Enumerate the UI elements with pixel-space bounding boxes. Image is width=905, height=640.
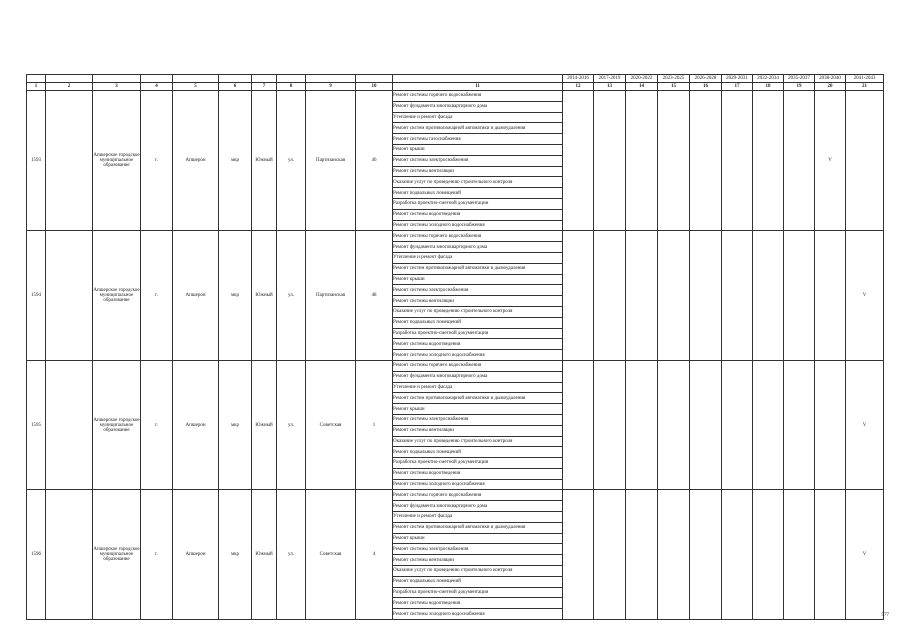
district-cell: Южный: [252, 231, 277, 361]
period-header-cell: 2023-2025: [658, 75, 690, 83]
capital-repair-table: [26, 74, 884, 620]
page-number: 577: [881, 613, 889, 618]
period-cell: [658, 91, 690, 231]
period-header-cell: 2035-2037: [784, 75, 815, 83]
locality-type-cell: г.: [141, 490, 173, 620]
period-cell: [815, 490, 846, 620]
period-cell: [626, 360, 658, 490]
empty-cell: [46, 490, 93, 620]
work-type-cell: Ремонт фундамента многоквартирного дома: [393, 242, 563, 253]
column-number-cell: 6: [219, 83, 252, 91]
locality-type-cell: г.: [141, 360, 173, 490]
header-blank-cell: [93, 75, 141, 83]
district-cell: Южный: [252, 360, 277, 490]
work-type-cell: Ремонт систем противопожарной автоматики и дымоудаления: [393, 393, 563, 404]
period-mark-cell: V: [846, 360, 884, 490]
period-cell: [594, 91, 626, 231]
district-type-cell: мкр: [219, 91, 252, 231]
house-number-cell: 46: [356, 91, 393, 231]
work-type-cell: Оказание услуг по проведению строительного контроля: [393, 436, 563, 447]
header-blank-cell: [393, 75, 563, 83]
header-blank-cell: [277, 75, 306, 83]
street-cell: Советская: [306, 490, 356, 620]
column-number-cell: 20: [815, 83, 846, 91]
period-cell: [784, 490, 815, 620]
street-type-cell: ул.: [277, 490, 306, 620]
work-type-cell: Разработка проектно-сметной документации: [393, 587, 563, 598]
work-type-cell: Разработка проектно-сметной документации: [393, 458, 563, 469]
work-type-cell: Ремонт системы горячего водоснабжения: [393, 360, 563, 371]
work-type-cell: Ремонт системы вентиляции: [393, 425, 563, 436]
period-cell: [626, 231, 658, 361]
period-cell: [753, 490, 784, 620]
work-type-cell: Утепление и ремонт фасада: [393, 252, 563, 263]
work-type-cell: Ремонт системы водоотведения: [393, 339, 563, 350]
column-number-cell: 13: [594, 83, 626, 91]
street-type-cell: ул.: [277, 91, 306, 231]
period-cell: [690, 360, 722, 490]
header-blank-cell: [252, 75, 277, 83]
period-cell: [594, 360, 626, 490]
period-mark-cell: V: [815, 91, 846, 231]
work-type-cell: Ремонт системы электроснабжения: [393, 544, 563, 555]
work-type-cell: Ремонт системы вентиляции: [393, 296, 563, 307]
work-type-cell: Ремонт системы электроснабжения: [393, 414, 563, 425]
table-body: [27, 75, 884, 620]
period-cell: [594, 490, 626, 620]
table-row: [27, 360, 884, 371]
column-number-cell: 11: [393, 83, 563, 91]
period-cell: [753, 231, 784, 361]
work-type-cell: Ремонт системы горячего водоснабжения: [393, 490, 563, 501]
period-cell: [594, 231, 626, 361]
period-cell: [815, 231, 846, 361]
work-type-cell: Оказание услуг по проведению строительного контроля: [393, 177, 563, 188]
header-blank-cell: [219, 75, 252, 83]
work-type-cell: Ремонт системы водоотведения: [393, 598, 563, 609]
work-type-cell: Утепление и ремонт фасада: [393, 112, 563, 123]
locality-cell: Апшерон: [173, 360, 219, 490]
record-number-cell: 1596: [27, 490, 46, 620]
column-number-cell: 4: [141, 83, 173, 91]
work-type-cell: Ремонт систем противопожарной автоматики и дымоудаления: [393, 263, 563, 274]
period-cell: [846, 91, 884, 231]
period-cell: [784, 91, 815, 231]
column-number-cell: 3: [93, 83, 141, 91]
period-cell: [563, 91, 594, 231]
column-number-cell: 14: [626, 83, 658, 91]
period-cell: [690, 91, 722, 231]
period-header-row: [27, 75, 884, 83]
period-cell: [563, 360, 594, 490]
column-number-cell: 9: [306, 83, 356, 91]
work-type-cell: Оказание услуг по проведению строительного контроля: [393, 566, 563, 577]
district-type-cell: мкр: [219, 231, 252, 361]
municipality-cell: Апшерское городское муниципальное образование: [93, 231, 141, 361]
period-header-cell: 2041-2043: [846, 75, 884, 83]
work-type-cell: Ремонт системы холодного водоснабжения: [393, 350, 563, 361]
work-type-cell: Ремонт фундамента многоквартирного дома: [393, 101, 563, 112]
empty-cell: [46, 231, 93, 361]
work-type-cell: Ремонт подвальных помещений: [393, 447, 563, 458]
district-cell: Южный: [252, 490, 277, 620]
street-type-cell: ул.: [277, 360, 306, 490]
work-type-cell: Ремонт системы вентиляции: [393, 555, 563, 566]
locality-cell: Апшерон: [173, 231, 219, 361]
work-type-cell: Ремонт крыши: [393, 144, 563, 155]
work-type-cell: Ремонт системы горячего водоснабжения: [393, 231, 563, 242]
column-number-cell: 18: [753, 83, 784, 91]
period-cell: [722, 360, 753, 490]
locality-type-cell: г.: [141, 231, 173, 361]
district-cell: Южный: [252, 91, 277, 231]
table-row: [27, 231, 884, 242]
municipality-cell: Апшерское городское муниципальное образование: [93, 490, 141, 620]
period-cell: [753, 91, 784, 231]
period-header-cell: 2014-2016: [563, 75, 594, 83]
work-type-cell: Ремонт системы водоотведения: [393, 468, 563, 479]
work-type-cell: Ремонт систем противопожарной автоматики и дымоудаления: [393, 522, 563, 533]
work-type-cell: Ремонт фундамента многоквартирного дома: [393, 501, 563, 512]
column-number-cell: 16: [690, 83, 722, 91]
period-header-cell: 2017-2019: [594, 75, 626, 83]
period-cell: [626, 91, 658, 231]
column-number-cell: 15: [658, 83, 690, 91]
table-row: [27, 490, 884, 501]
work-type-cell: Ремонт крыши: [393, 274, 563, 285]
header-blank-cell: [173, 75, 219, 83]
header-blank-cell: [27, 75, 46, 83]
column-number-cell: 17: [722, 83, 753, 91]
municipality-cell: Апшерское городское муниципальное образование: [93, 360, 141, 490]
street-cell: Советская: [306, 360, 356, 490]
work-type-cell: Оказание услуг по проведению строительного контроля: [393, 306, 563, 317]
house-number-cell: 48: [356, 231, 393, 361]
period-cell: [658, 360, 690, 490]
column-number-row: [27, 83, 884, 91]
column-number-cell: 10: [356, 83, 393, 91]
column-number-cell: 19: [784, 83, 815, 91]
period-mark-cell: V: [846, 490, 884, 620]
district-type-cell: мкр: [219, 490, 252, 620]
table-row: [27, 91, 884, 102]
work-type-cell: Ремонт крыши: [393, 404, 563, 415]
locality-cell: Апшерон: [173, 490, 219, 620]
work-type-cell: Ремонт системы электроснабжения: [393, 155, 563, 166]
locality-type-cell: г.: [141, 91, 173, 231]
header-blank-cell: [141, 75, 173, 83]
work-type-cell: Ремонт фундамента многоквартирного дома: [393, 371, 563, 382]
period-cell: [563, 231, 594, 361]
header-blank-cell: [306, 75, 356, 83]
column-number-cell: 7: [252, 83, 277, 91]
period-cell: [722, 490, 753, 620]
work-type-cell: Ремонт системы водоотведения: [393, 209, 563, 220]
municipality-cell: Апшерское городское муниципальное образование: [93, 91, 141, 231]
header-blank-cell: [46, 75, 93, 83]
column-number-cell: 12: [563, 83, 594, 91]
work-type-cell: Ремонт крыши: [393, 533, 563, 544]
column-number-cell: 5: [173, 83, 219, 91]
work-type-cell: Ремонт системы холодного водоснабжения: [393, 479, 563, 490]
period-cell: [563, 490, 594, 620]
period-cell: [784, 231, 815, 361]
period-header-cell: 2038-2040: [815, 75, 846, 83]
house-number-cell: 1: [356, 360, 393, 490]
record-number-cell: 1595: [27, 360, 46, 490]
house-number-cell: 4: [356, 490, 393, 620]
street-cell: Партизанская: [306, 91, 356, 231]
work-type-cell: Ремонт системы горячего водоснабжения: [393, 91, 563, 102]
work-type-cell: Разработка проектно-сметной документации: [393, 328, 563, 339]
record-number-cell: 1594: [27, 231, 46, 361]
work-type-cell: Ремонт системы газоснабжения: [393, 134, 563, 145]
period-cell: [690, 231, 722, 361]
street-type-cell: ул.: [277, 231, 306, 361]
work-type-cell: Ремонт системы вентиляции: [393, 166, 563, 177]
column-number-cell: 1: [27, 83, 46, 91]
period-header-cell: 2029-2031: [722, 75, 753, 83]
column-number-cell: 21: [846, 83, 884, 91]
column-number-cell: 8: [277, 83, 306, 91]
period-cell: [690, 490, 722, 620]
work-type-cell: Разработка проектно-сметной документации: [393, 198, 563, 209]
period-cell: [784, 360, 815, 490]
period-cell: [658, 490, 690, 620]
work-type-cell: Утепление и ремонт фасада: [393, 382, 563, 393]
period-cell: [753, 360, 784, 490]
period-header-cell: 2032-2034: [753, 75, 784, 83]
work-type-cell: Утепление и ремонт фасада: [393, 512, 563, 523]
work-type-cell: Ремонт подвальных помещений: [393, 576, 563, 587]
period-cell: [658, 231, 690, 361]
header-blank-cell: [356, 75, 393, 83]
district-type-cell: мкр: [219, 360, 252, 490]
locality-cell: Апшерон: [173, 91, 219, 231]
period-header-cell: 2020-2022: [626, 75, 658, 83]
empty-cell: [46, 360, 93, 490]
period-header-cell: 2026-2028: [690, 75, 722, 83]
work-type-cell: Ремонт подвальных помещений: [393, 188, 563, 199]
column-number-cell: 2: [46, 83, 93, 91]
work-type-cell: Ремонт системы электроснабжения: [393, 285, 563, 296]
period-cell: [815, 360, 846, 490]
street-cell: Партизанская: [306, 231, 356, 361]
empty-cell: [46, 91, 93, 231]
work-type-cell: Ремонт подвальных помещений: [393, 317, 563, 328]
period-cell: [722, 231, 753, 361]
period-mark-cell: V: [846, 231, 884, 361]
period-cell: [722, 91, 753, 231]
period-cell: [626, 490, 658, 620]
record-number-cell: 1593: [27, 91, 46, 231]
work-type-cell: Ремонт системы холодного водоснабжения: [393, 220, 563, 231]
work-type-cell: Ремонт систем противопожарной автоматики и дымоудаления: [393, 123, 563, 134]
work-type-cell: Ремонт системы холодного водоснабжения: [393, 609, 563, 620]
